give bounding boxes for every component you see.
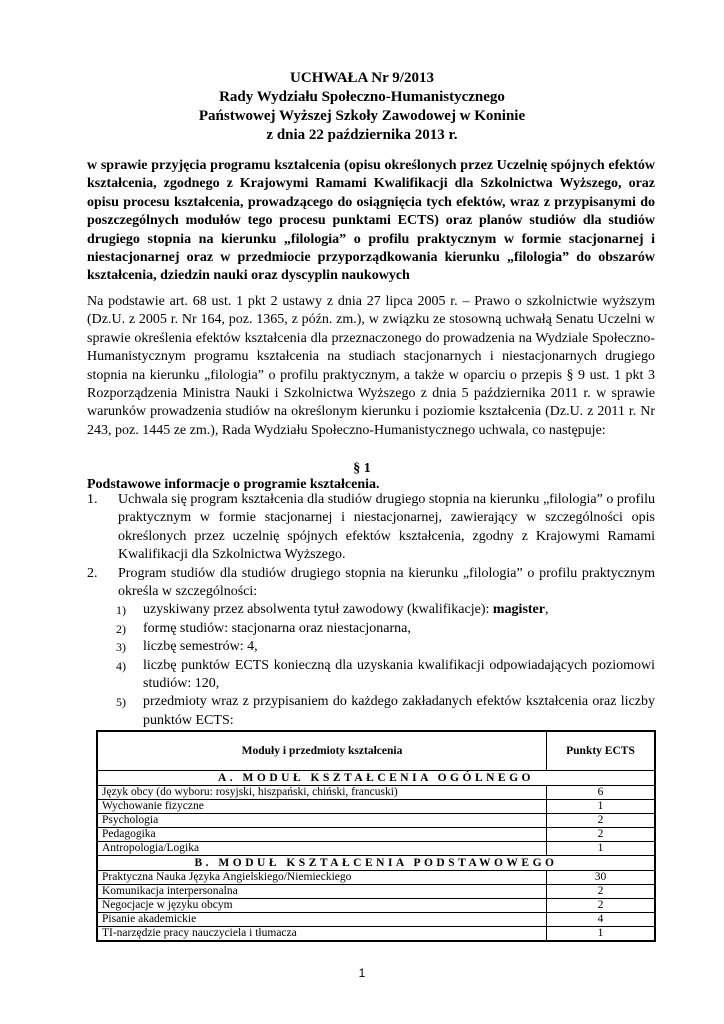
subject-cell: Komunikacja interpersonalna (97, 885, 547, 899)
subject-cell: Psychologia (97, 814, 547, 828)
sub-item-number: 2) (116, 621, 126, 636)
table-row (97, 814, 655, 828)
ects-cell: 6 (547, 786, 656, 800)
table-row (97, 842, 655, 856)
degree-title: magister (492, 602, 545, 618)
sub-list-item (87, 638, 655, 656)
sub-item-text: liczbę semestrów: 4, (143, 639, 258, 655)
sub-list-item (87, 657, 655, 694)
subject-cell: TI-narzędzie pracy nauczyciela i tłumacza (97, 927, 547, 942)
table-row (97, 885, 655, 899)
resolution-number: UCHWAŁA Nr 9/2013 (290, 70, 434, 86)
resolution-date: z dnia 22 października 2013 r. (266, 127, 458, 143)
sub-item-number: 1) (116, 603, 126, 618)
subject-cell: Język obcy (do wyboru: rosyjski, hiszpański, chiński, francuski) (97, 786, 547, 800)
table-row (97, 871, 655, 885)
subject-cell: Wychowanie fizyczne (97, 800, 547, 814)
section-title: Podstawowe informacje o programie kształcenia. (87, 477, 380, 492)
ects-cell: 1 (547, 800, 656, 814)
subject-cell: Pisanie akademickie (97, 913, 547, 927)
table-row (97, 786, 655, 800)
section-number: § 1 (353, 461, 371, 476)
sub-item-suffix: , (544, 602, 549, 618)
ects-cell: 1 (547, 842, 656, 856)
sub-item-text: uzyskiwany przez absolwenta tytuł zawodowy (kwalifikacje): (143, 602, 493, 618)
list-item-text: Program studiów dla studiów drugiego stopnia na kierunku „filologia” o profilu praktycznym określa w szczególności: (118, 565, 655, 600)
sub-list-item (87, 693, 655, 730)
table-row (97, 927, 655, 942)
council-name: Rady Wydziału Społeczno-Humanistycznego (219, 89, 505, 105)
sub-item-text: przedmioty wraz z przypisaniem do każdego zakładanych efektów kształcenia oraz liczby punktów ECTS: (143, 694, 655, 728)
list-item (87, 491, 655, 565)
ects-cell: 2 (547, 885, 656, 899)
sub-items (87, 601, 655, 730)
ects-table-container (96, 730, 656, 942)
resolution-header (0, 69, 724, 145)
resolution-subject: w sprawie przyjęcia programu kształcenia (opisu określonych przez Uczelnię spójnych efektów kształcenia, zgodnego z Krajowymi Ramami Kwalifikacji dla Szkolnictwa Wyższego, oraz opisu procesu kształcenia, prowadzącego do osiągnięcia tych efektów, wraz z przypisanymi do poszczególnych modułów tego procesu punktami ECTS) oraz planów studiów dla studiów drugiego stopnia na kierunku „filologia” o profilu praktycznym w formie stacjonarnej i niestacjonarnej oraz w przedmiocie przyporządkowania kierunku „filologia” do obszarów kształcenia, dziedzin nauki oraz dyscyplin naukowych (87, 158, 655, 284)
subject-cell: Praktyczna Nauka Języka Angielskiego/Niemieckiego (97, 871, 547, 885)
school-name: Państwowej Wyższej Szkoły Zawodowej w Koninie (198, 108, 526, 124)
sub-item-number: 3) (116, 640, 126, 655)
ects-cell: 2 (547, 828, 656, 842)
table-row (97, 913, 655, 927)
ects-cell: 1 (547, 927, 656, 942)
sub-list-item (87, 620, 655, 638)
sub-item-number: 4) (116, 658, 126, 673)
module-row (97, 856, 655, 871)
list-item-number: 1. (87, 492, 98, 507)
page-number: 1 (358, 966, 366, 980)
subject-cell: Pedagogika (97, 828, 547, 842)
ects-cell: 4 (547, 913, 656, 927)
list-item-number: 2. (87, 565, 98, 581)
module-title: A. MODUŁ KSZTAŁCENIA OGÓLNEGO (97, 771, 655, 786)
column-header-modules: Moduły i przedmioty kształcenia (97, 731, 547, 771)
table-row (97, 800, 655, 814)
column-header-ects: Punkty ECTS (547, 731, 656, 771)
section-items (87, 491, 655, 730)
subject-cell: Antropologia/Logika (97, 842, 547, 856)
ects-cell: 2 (547, 899, 656, 913)
table-row (97, 899, 655, 913)
list-item (87, 565, 655, 602)
sub-item-number: 5) (116, 695, 126, 710)
table-header-row (97, 731, 655, 771)
module-row (97, 771, 655, 786)
legal-basis-paragraph: Na podstawie art. 68 ust. 1 pkt 2 ustawy z dnia 27 lipca 2005 r. – Prawo o szkolnictwie wyższym (Dz.U. z 2005 r. Nr 164, poz. 1365, z późn. zm.), w związku ze stosowną uchwałą Senatu Uczelni w sprawie określenia efektów kształcenia dla przeznaczonego do prowadzenia na Wydziale Społeczno-Humanistycznym programu kształcenia na studiach stacjonarnych i niestacjonarnych drugiego stopnia na kierunku „filologia” o profilu praktycznym, a także w oparciu o przepis § 9 ust. 1 pkt 3 Rozporządzenia Ministra Nauki i Szkolnictwa Wyższego z dnia 5 października 2011 r. w sprawie warunków prowadzenia studiów na określonym kierunku i poziomie kształcenia (Dz.U. z 2011 r. Nr 243, poz. 1445 ze zm.), Rada Wydziału Społeczno-Humanistycznego uchwala, co następuje: (87, 294, 655, 438)
list-item-text: Uchwala się program kształcenia dla studiów drugiego stopnia na kierunku „filologia” o profilu praktycznym w formie stacjonarnej i niestacjonarnej, zawierający w szczególności opis określonych przez uczelnię spójnych efektów kształcenia, zgodny z Krajowymi Ramami Kwalifikacji dla Szkolnictwa Wyższego. (118, 492, 655, 563)
ects-cell: 2 (547, 814, 656, 828)
sub-item-text: liczbę punktów ECTS konieczną dla uzyskania kwalifikacji odpowiadających poziomowi studiów: 120, (143, 657, 655, 692)
module-title: B. MODUŁ KSZTAŁCENIA PODSTAWOWEGO (97, 856, 655, 871)
subject-cell: Negocjacje w języku obcym (97, 899, 547, 913)
sub-list-item (87, 601, 655, 619)
sub-item-text: formę studiów: stacjonarna oraz niestacjonarna, (143, 620, 411, 636)
ects-table (96, 730, 656, 942)
ects-cell: 30 (547, 871, 656, 885)
table-row (97, 828, 655, 842)
